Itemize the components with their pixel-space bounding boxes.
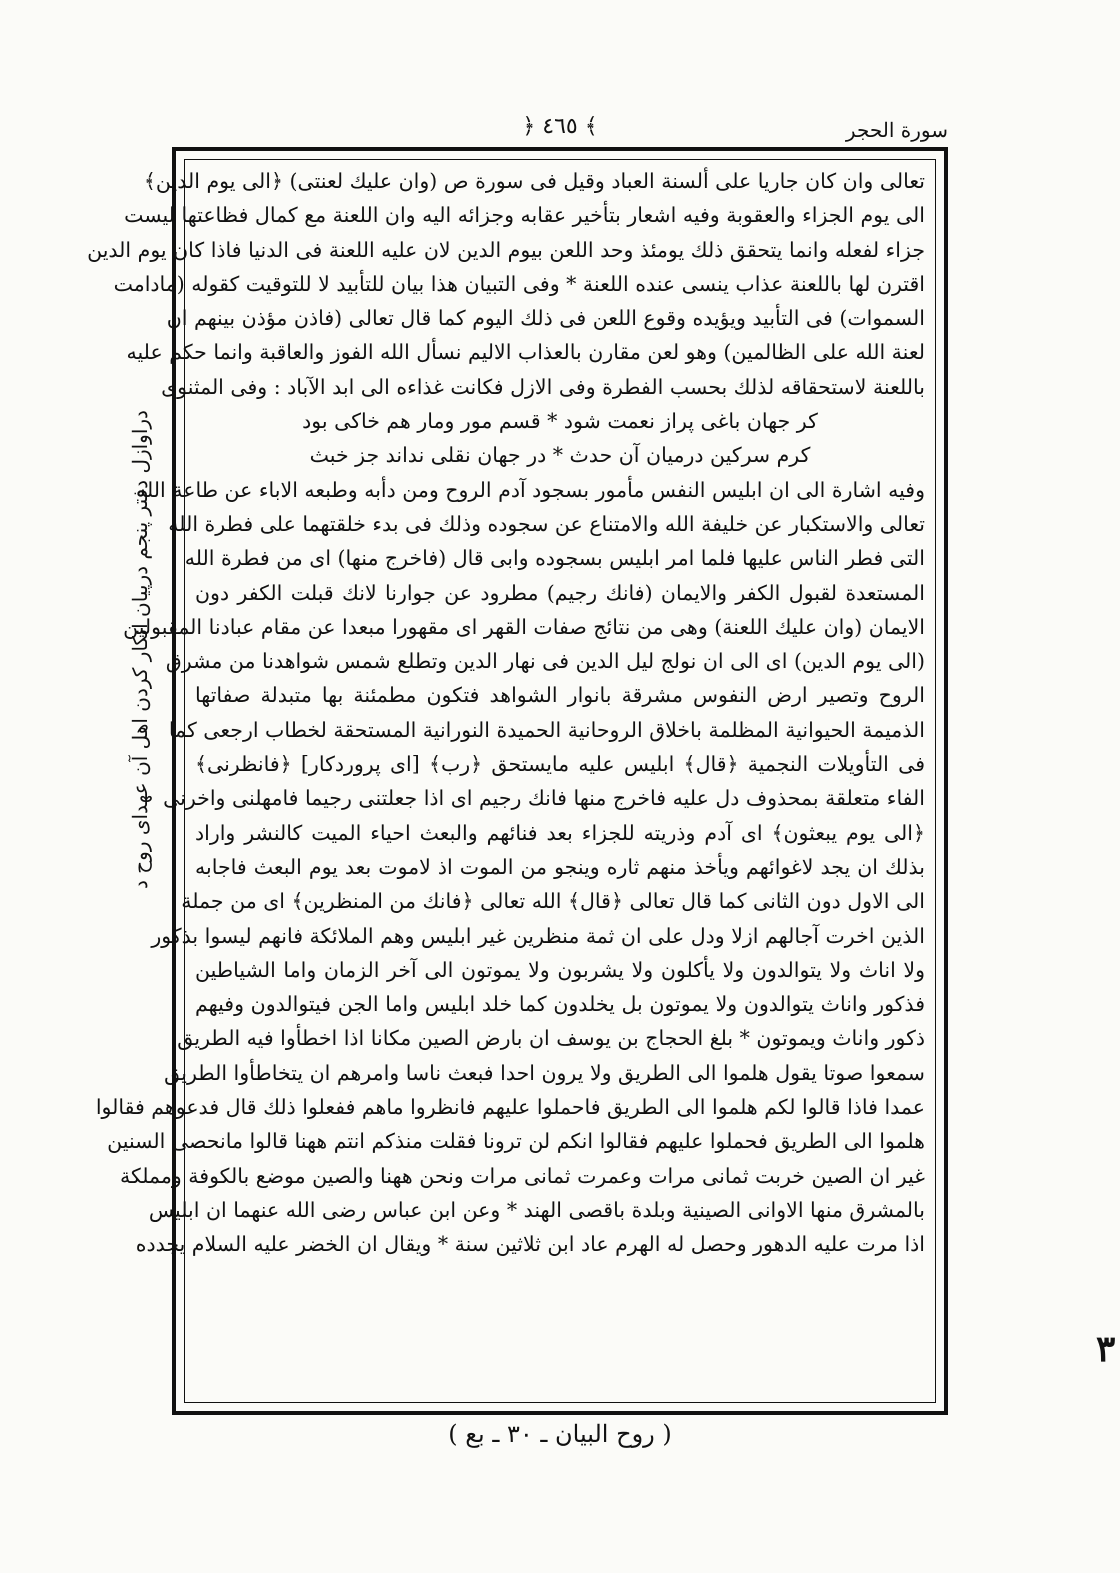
text-line: باللعنة لاستحقاقه لذلك بحسب الفطرة وفى الازل فكانت غذاءه الى ابد الآباد : وفى المثنوى <box>161 374 925 399</box>
text-line: ذكور واناث ويموتون * بلغ الحجاج بن يوسف ان بارض الصين مكانا اذا اخطأوا فيه الطريق <box>177 1026 925 1051</box>
text-line: المستعدة لقبول الكفر والايمان (فانك رجيم) مطرود عن جوارنا لانك قبلت الكفر دون <box>195 580 925 605</box>
text-line: ﴿الى يوم يبعثون﴾ اى آدم وذريته للجزاء بعد فنائهم والبعث احياء الميت كالنشر واراد <box>195 820 925 845</box>
margin-note: دراوازل دفتر پنجم درپيان انكار كردن اهل آن عهداى روح د <box>128 410 152 890</box>
poem-verse: كرم سركين درميان آن حدث * در جهان نقلى نداند جز خبث <box>309 443 811 468</box>
text-line: هلموا الى الطريق فحملوا عليهم فقالوا انكم لن ترونا فقلت منذكم انتم ههنا قالوا مانحصى السنين <box>107 1129 925 1154</box>
text-line: لعنة الله على الظالمين) وهو لعن مقارن بالعذاب الاليم نسأل الله الفوز والعاقبة وانما حكم عليه <box>126 340 925 365</box>
text-line: الايمان (وان عليك اللعنة) وهى من نتائج صفات القهر اى مقهورا مبعدا عن مقام عبادنا المقبولين <box>123 614 925 639</box>
text-line: اذا مرت عليه الدهور وحصل له الهرم عاد ابن ثلاثين سنة * ويقال ان الخضر عليه السلام يجدده <box>135 1232 925 1257</box>
text-line: وفيه اشارة الى ان ابليس النفس مأمور بسجود آدم الروح ومن دأبه وطبعه الاباء عن طاعة الله <box>136 477 925 502</box>
text-line: فذكور واناث يتوالدون ولا يموتون بل يخلدون كما خلد ابليس واما الجن فيتوالدون وفيهم <box>195 992 925 1017</box>
page-header <box>172 108 948 144</box>
surah-title: سورة الحجر <box>845 118 948 142</box>
text-line: الفاء متعلقة بمحذوف دل عليه فاخرج منها فانك رجيم اى اذا جعلتنى رجيما فامهلنى واخرنى <box>163 786 925 811</box>
text-line: التى فطر الناس عليها فلما امر ابليس بسجوده وابى قال (فاخرج منها) اى من فطرة الله <box>184 546 925 571</box>
page-footer: ( روح البيان ـ ٣٠ ـ بع ) <box>448 1420 672 1448</box>
text-line: تعالى وان كان جاريا على ألسنة العباد وقيل فى سورة ص (وان عليك لعنتى) ﴿الى يوم الدين﴾ <box>143 169 925 193</box>
text-line: الذين اخرت آجالهم ازلا ودل على ان ثمة منظرين غير ابليس وهم الملائكة فانهم ليسوا بذكور <box>151 923 925 948</box>
edge-mark: ٣ <box>1096 1328 1116 1370</box>
text-line: فى التأويلات النجمية ﴿قال﴾ ابليس عليه مايستحق ﴿رب﴾ [اى پروردكار] ﴿فانظرنى﴾ <box>195 752 925 777</box>
text-line: بذلك ان يجد لاغوائهم ويأخذ منهم ثاره وينجو من الموت اذ لاموت بعد يوم البعث فاجابه <box>195 854 925 879</box>
text-line: الى يوم الجزاء والعقوبة وفيه اشعار بتأخير عقابه وجزائه اليه وان اللعنة مع كمال فظاعتها ليست <box>124 203 925 228</box>
text-line: غير ان الصين خربت ثمانى مرات وعمرت ثمانى مرات ونحن ههنا والصين موضع بالكوفة ومملكة <box>119 1163 925 1188</box>
text-line: جزاء لفعله وانما يتحقق ذلك يومئذ وحد اللعن بيوم الدين لان عليه اللعنة فى الدنيا فاذا كان يوم الدين <box>87 237 925 262</box>
text-line: سمعوا صوتا يقول هلموا الى الطريق ولا يرون احدا فبعث ناسا وامرهم ان يتخاطأوا الطريق <box>164 1060 925 1085</box>
text-line: تعالى والاستكبار عن خليفة الله والامتناع عن سجوده وذلك فى بدء خلقتهما على فطرة الله <box>168 511 925 536</box>
text-line: (الى يوم الدين) اى الى ان نولج ليل الدين فى نهار الدين وتطلع شمس شواهدنا من مشرق <box>165 649 925 674</box>
text-line: الذميمة الحيوانية المظلمة باخلاق الروحانية الحميدة النورانية المستحقة لخطاب ارجعى كما <box>168 717 925 742</box>
page-number: ﴿ ٤٦٥ ﴾ <box>522 114 598 139</box>
text-line: الروح وتصير ارض النفوس مشرقة بانوار الشواهد فتكون مطمئنة بها متبدلة صفاتها <box>195 683 925 708</box>
text-line: بالمشرق منها الاوانى الصينية وبلدة باقصى الهند * وعن ابن عباس رضى الله عنهما ان ابليس <box>148 1197 925 1222</box>
text-line: اقترن لها باللعنة عذاب ينسى عنده اللعنة * وفى التبيان هذا بيان للتأبيد لا للتوقيت كقوله (مادامت <box>113 271 925 296</box>
text-line: عمدا فاذا قالوا لكم هلموا الى الطريق فاحملوا عليهم فانظروا ماهم ففعلوا ذلك قال فدعوهم فقالوا <box>95 1095 925 1120</box>
text-line: ولا اناث ولا يتوالدون ولا يأكلون ولا يشربون ولا يموتون الى آخر الزمان واما الشياطين <box>195 957 925 982</box>
text-line: الى الاول دون الثانى كما قال تعالى ﴿قال﴾ الله تعالى ﴿فانك من المنظرين﴾ اى من جملة <box>181 889 925 914</box>
text-line: السموات) فى التأبيد ويؤيده وقوع اللعن فى ذلك اليوم كما قال تعالى (فاذن مؤذن بينهم ان <box>166 306 925 331</box>
poem-verse: كر جهان باغى پراز نعمت شود * قسم مور ومار هم خاكى بود <box>302 409 818 434</box>
